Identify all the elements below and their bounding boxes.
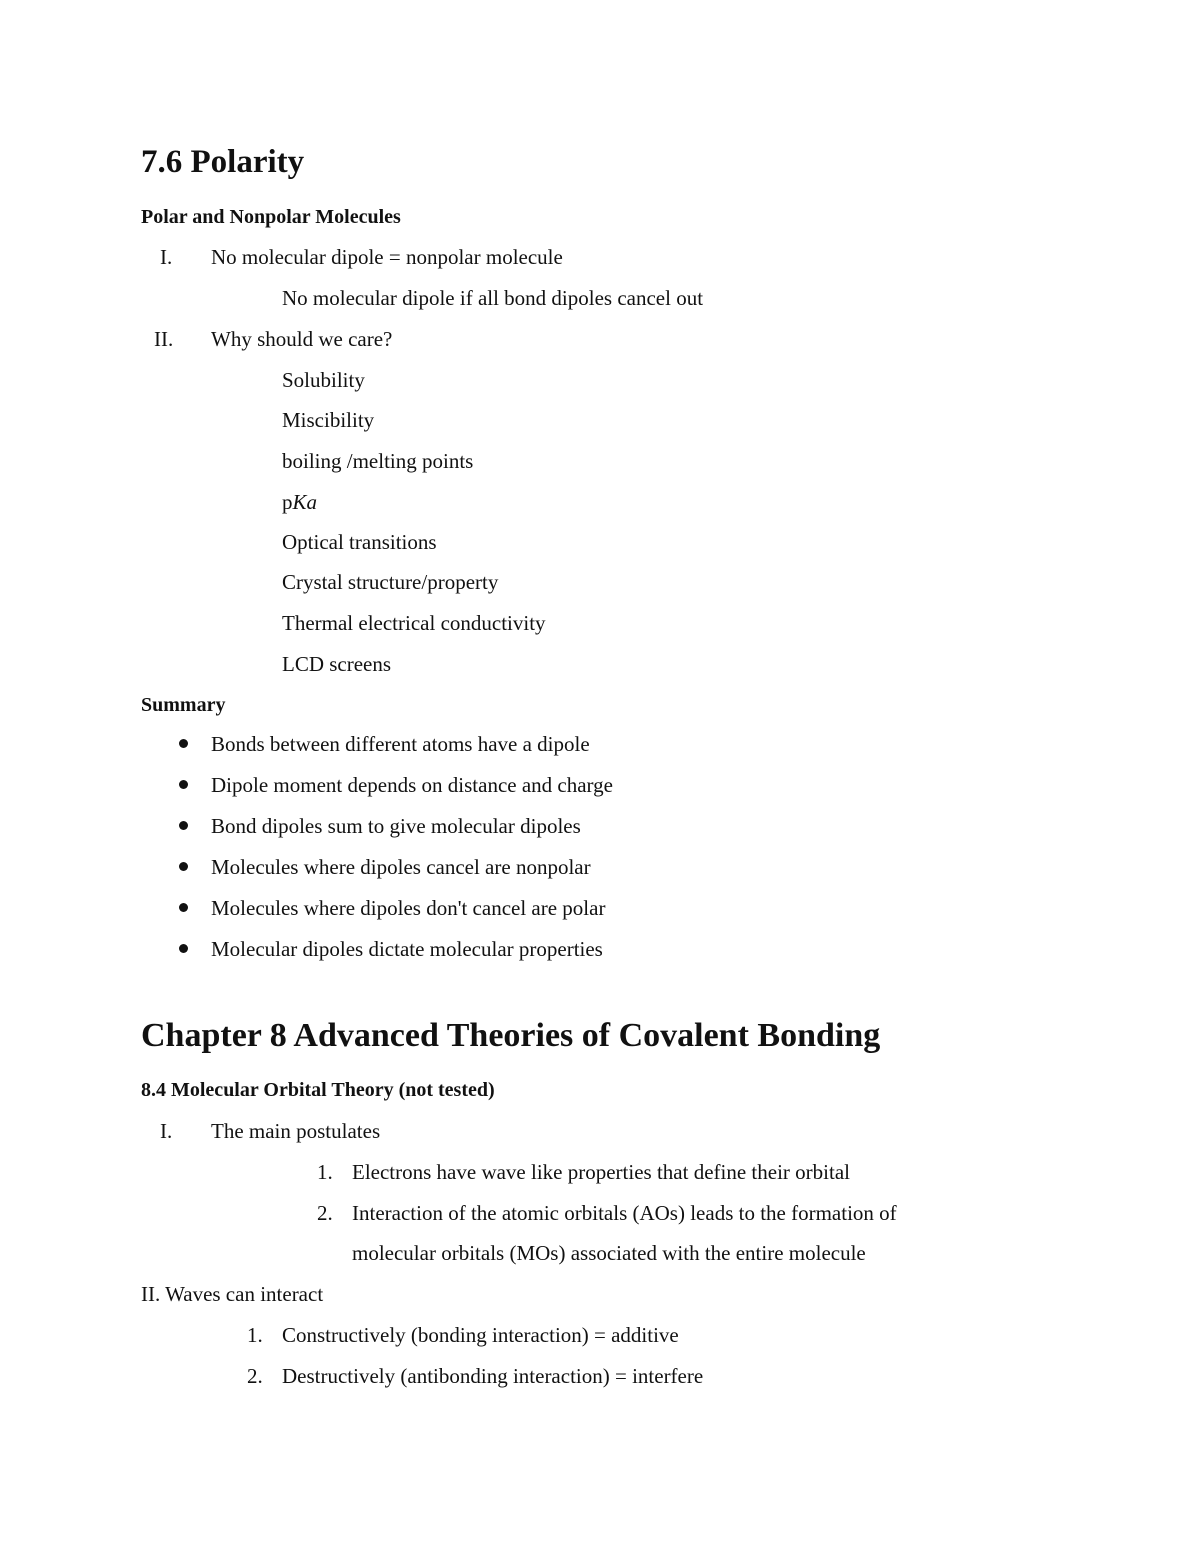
summary-item: Bonds between different atoms have a dipole — [211, 732, 590, 756]
sub-item: Optical transitions — [282, 530, 437, 554]
summary-item: Molecular dipoles dictate molecular properties — [211, 937, 603, 961]
sub-item: Crystal structure/property — [282, 570, 499, 594]
subheading: Polar and Nonpolar Molecules — [141, 206, 401, 228]
bullet-icon — [179, 821, 188, 830]
list-number: 1. — [317, 1160, 333, 1184]
sub-item-pka — [282, 488, 317, 516]
list-item: The main postulates — [211, 1119, 381, 1143]
sub-item: Solubility — [282, 368, 365, 392]
pka-prefix: p — [282, 490, 293, 514]
bullet-icon — [179, 944, 188, 953]
numbered-item: Constructively (bonding interaction) = additive — [282, 1323, 679, 1347]
section-title: 7.6 Polarity — [141, 144, 305, 180]
chapter-title: Chapter 8 Advanced Theories of Covalent Bonding — [141, 1017, 881, 1054]
sub-item: No molecular dipole if all bond dipoles cancel out — [282, 286, 704, 310]
summary-item: Molecules where dipoles cancel are nonpolar — [211, 855, 591, 879]
list-number: 1. — [247, 1323, 263, 1347]
numbered-item: Destructively (antibonding interaction) = interfere — [282, 1364, 704, 1388]
bullet-icon — [179, 903, 188, 912]
sub-item: LCD screens — [282, 652, 392, 676]
numbered-item: Electrons have wave like properties that define their orbital — [352, 1160, 850, 1184]
bullet-icon — [179, 862, 188, 871]
bullet-icon — [179, 739, 188, 748]
pka-italic: Ka — [292, 490, 318, 514]
list-number: 2. — [317, 1201, 333, 1225]
summary-heading: Summary — [141, 694, 226, 716]
list-item: Why should we care? — [211, 327, 393, 351]
numbered-item-continued: molecular orbitals (MOs) associated with the entire molecule — [352, 1241, 866, 1265]
list-item: No molecular dipole = nonpolar molecule — [211, 245, 563, 269]
list-marker: I. — [160, 245, 173, 269]
list-marker: I. — [160, 1119, 173, 1143]
summary-item: Dipole moment depends on distance and charge — [211, 773, 613, 797]
list-item: II. Waves can interact — [141, 1282, 324, 1306]
summary-item: Bond dipoles sum to give molecular dipoles — [211, 814, 581, 838]
list-number: 2. — [247, 1364, 263, 1388]
section-heading: 8.4 Molecular Orbital Theory (not tested) — [141, 1079, 495, 1101]
sub-item: boiling /melting points — [282, 449, 474, 473]
numbered-item: Interaction of the atomic orbitals (AOs) leads to the formation of — [352, 1201, 897, 1225]
bullet-icon — [179, 780, 188, 789]
sub-item: Thermal electrical conductivity — [282, 611, 546, 635]
summary-item: Molecules where dipoles don't cancel are polar — [211, 896, 606, 920]
list-marker: II. — [154, 327, 174, 351]
sub-item: Miscibility — [282, 408, 375, 432]
